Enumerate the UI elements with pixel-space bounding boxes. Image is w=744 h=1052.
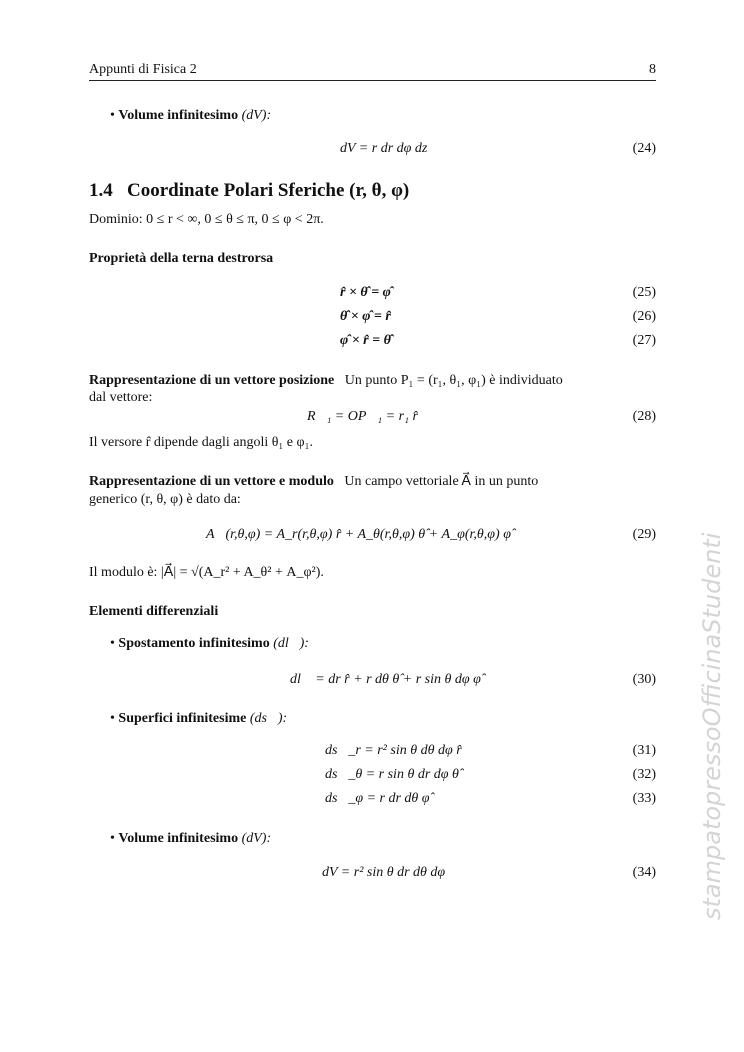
page-number: 8 — [649, 62, 656, 77]
eq-number-31: (31) — [632, 743, 656, 758]
equation-33: ds⃗_φ = r dr dθ φ̂ — [325, 791, 430, 806]
equation-26: θ̂ × φ̂ = r̂ — [340, 309, 391, 324]
equation-32: ds⃗_θ = r sin θ dr dφ θ̂ — [325, 767, 459, 782]
symbol: (dl⃗): — [273, 636, 309, 651]
paragraph-title: Rappresentazione di un vettore posizione — [89, 373, 335, 388]
eq-number-32: (32) — [632, 767, 656, 782]
equation-28: R⃗₁ = OP⃗₁ = r₁ r̂ — [307, 409, 418, 424]
paragraph-title: Rappresentazione di un vettore e modulo — [89, 474, 334, 489]
eq-number-29: (29) — [632, 527, 656, 542]
eq-number-30: (30) — [632, 672, 656, 687]
label: Volume infinitesimo — [118, 831, 239, 846]
modulo-paragraph-cont: generico (r, θ, φ) è dato da: — [89, 492, 241, 507]
position-paragraph — [89, 373, 563, 389]
domain-text: Dominio: 0 ≤ r < ∞, 0 ≤ θ ≤ π, 0 ≤ φ < 2π. — [89, 212, 324, 227]
equation-30: dl⃗ = dr r̂ + r dθ θ̂ + r sin θ dφ φ̂ — [290, 672, 481, 687]
bullet-surfaces: • Superfici infinitesime (ds⃗): — [110, 711, 288, 726]
equation-25: r̂ × θ̂ = φ̂ — [340, 285, 391, 300]
label: Superfici infinitesime — [118, 711, 247, 726]
position-paragraph-cont: dal vettore: — [89, 390, 153, 405]
eq-number-28: (28) — [632, 409, 656, 424]
terna-heading: Proprietà della terna destrorsa — [89, 251, 274, 266]
symbol: (dV): — [241, 108, 272, 123]
header-rule — [89, 80, 656, 81]
eq-number-27: (27) — [632, 333, 656, 348]
running-header-title: Appunti di Fisica 2 — [89, 62, 197, 77]
eq-number-34: (34) — [632, 865, 656, 880]
eq-number-33: (33) — [632, 791, 656, 806]
bullet-displacement: • Spostamento infinitesimo (dl⃗): — [110, 636, 309, 651]
modulo-text: Il modulo è: |A⃗| = √(A_r² + A_θ² + A_φ²). — [89, 565, 324, 580]
modulo-paragraph — [89, 474, 538, 490]
symbol: (ds⃗): — [249, 711, 288, 726]
section-number: 1.4 — [89, 180, 113, 201]
bullet-volume-cyl: • Volume infinitesimo (dV): — [110, 108, 272, 123]
paragraph-text: Un campo vettoriale A⃗ in un punto — [344, 474, 539, 489]
label: Volume infinitesimo — [118, 108, 239, 123]
label: Spostamento infinitesimo — [118, 636, 270, 651]
section-title: Coordinate Polari Sferiche (r, θ, φ) — [127, 180, 410, 201]
symbol: (dV): — [241, 831, 272, 846]
equation-34: dV = r² sin θ dr dθ dφ — [322, 865, 446, 880]
equation-31: ds⃗_r = r² sin θ dθ dφ r̂ — [325, 743, 462, 758]
equation-27: φ̂ × r̂ = θ̂ — [340, 333, 391, 348]
eq-number-26: (26) — [632, 309, 656, 324]
differential-heading: Elementi differenziali — [89, 604, 219, 619]
paragraph-text: Un punto P₁ = (r₁, θ₁, φ₁) è individuato — [344, 373, 563, 388]
eq-number-24: (24) — [632, 141, 656, 156]
section-heading — [89, 180, 409, 202]
equation-24: dV = r dr dφ dz — [340, 141, 428, 156]
eq-number-25: (25) — [632, 285, 656, 300]
versore-text: Il versore r̂ dipende dagli angoli θ₁ e φ₁. — [89, 435, 313, 450]
equation-29: A⃗(r,θ,φ) = A_r(r,θ,φ) r̂ + A_θ(r,θ,φ) θ̂ + A_φ(r,θ,φ) φ̂ — [206, 527, 511, 542]
bullet-volume-sph: • Volume infinitesimo (dV): — [110, 831, 272, 846]
watermark: stampatopressoOfficinaStudenti — [698, 532, 726, 920]
